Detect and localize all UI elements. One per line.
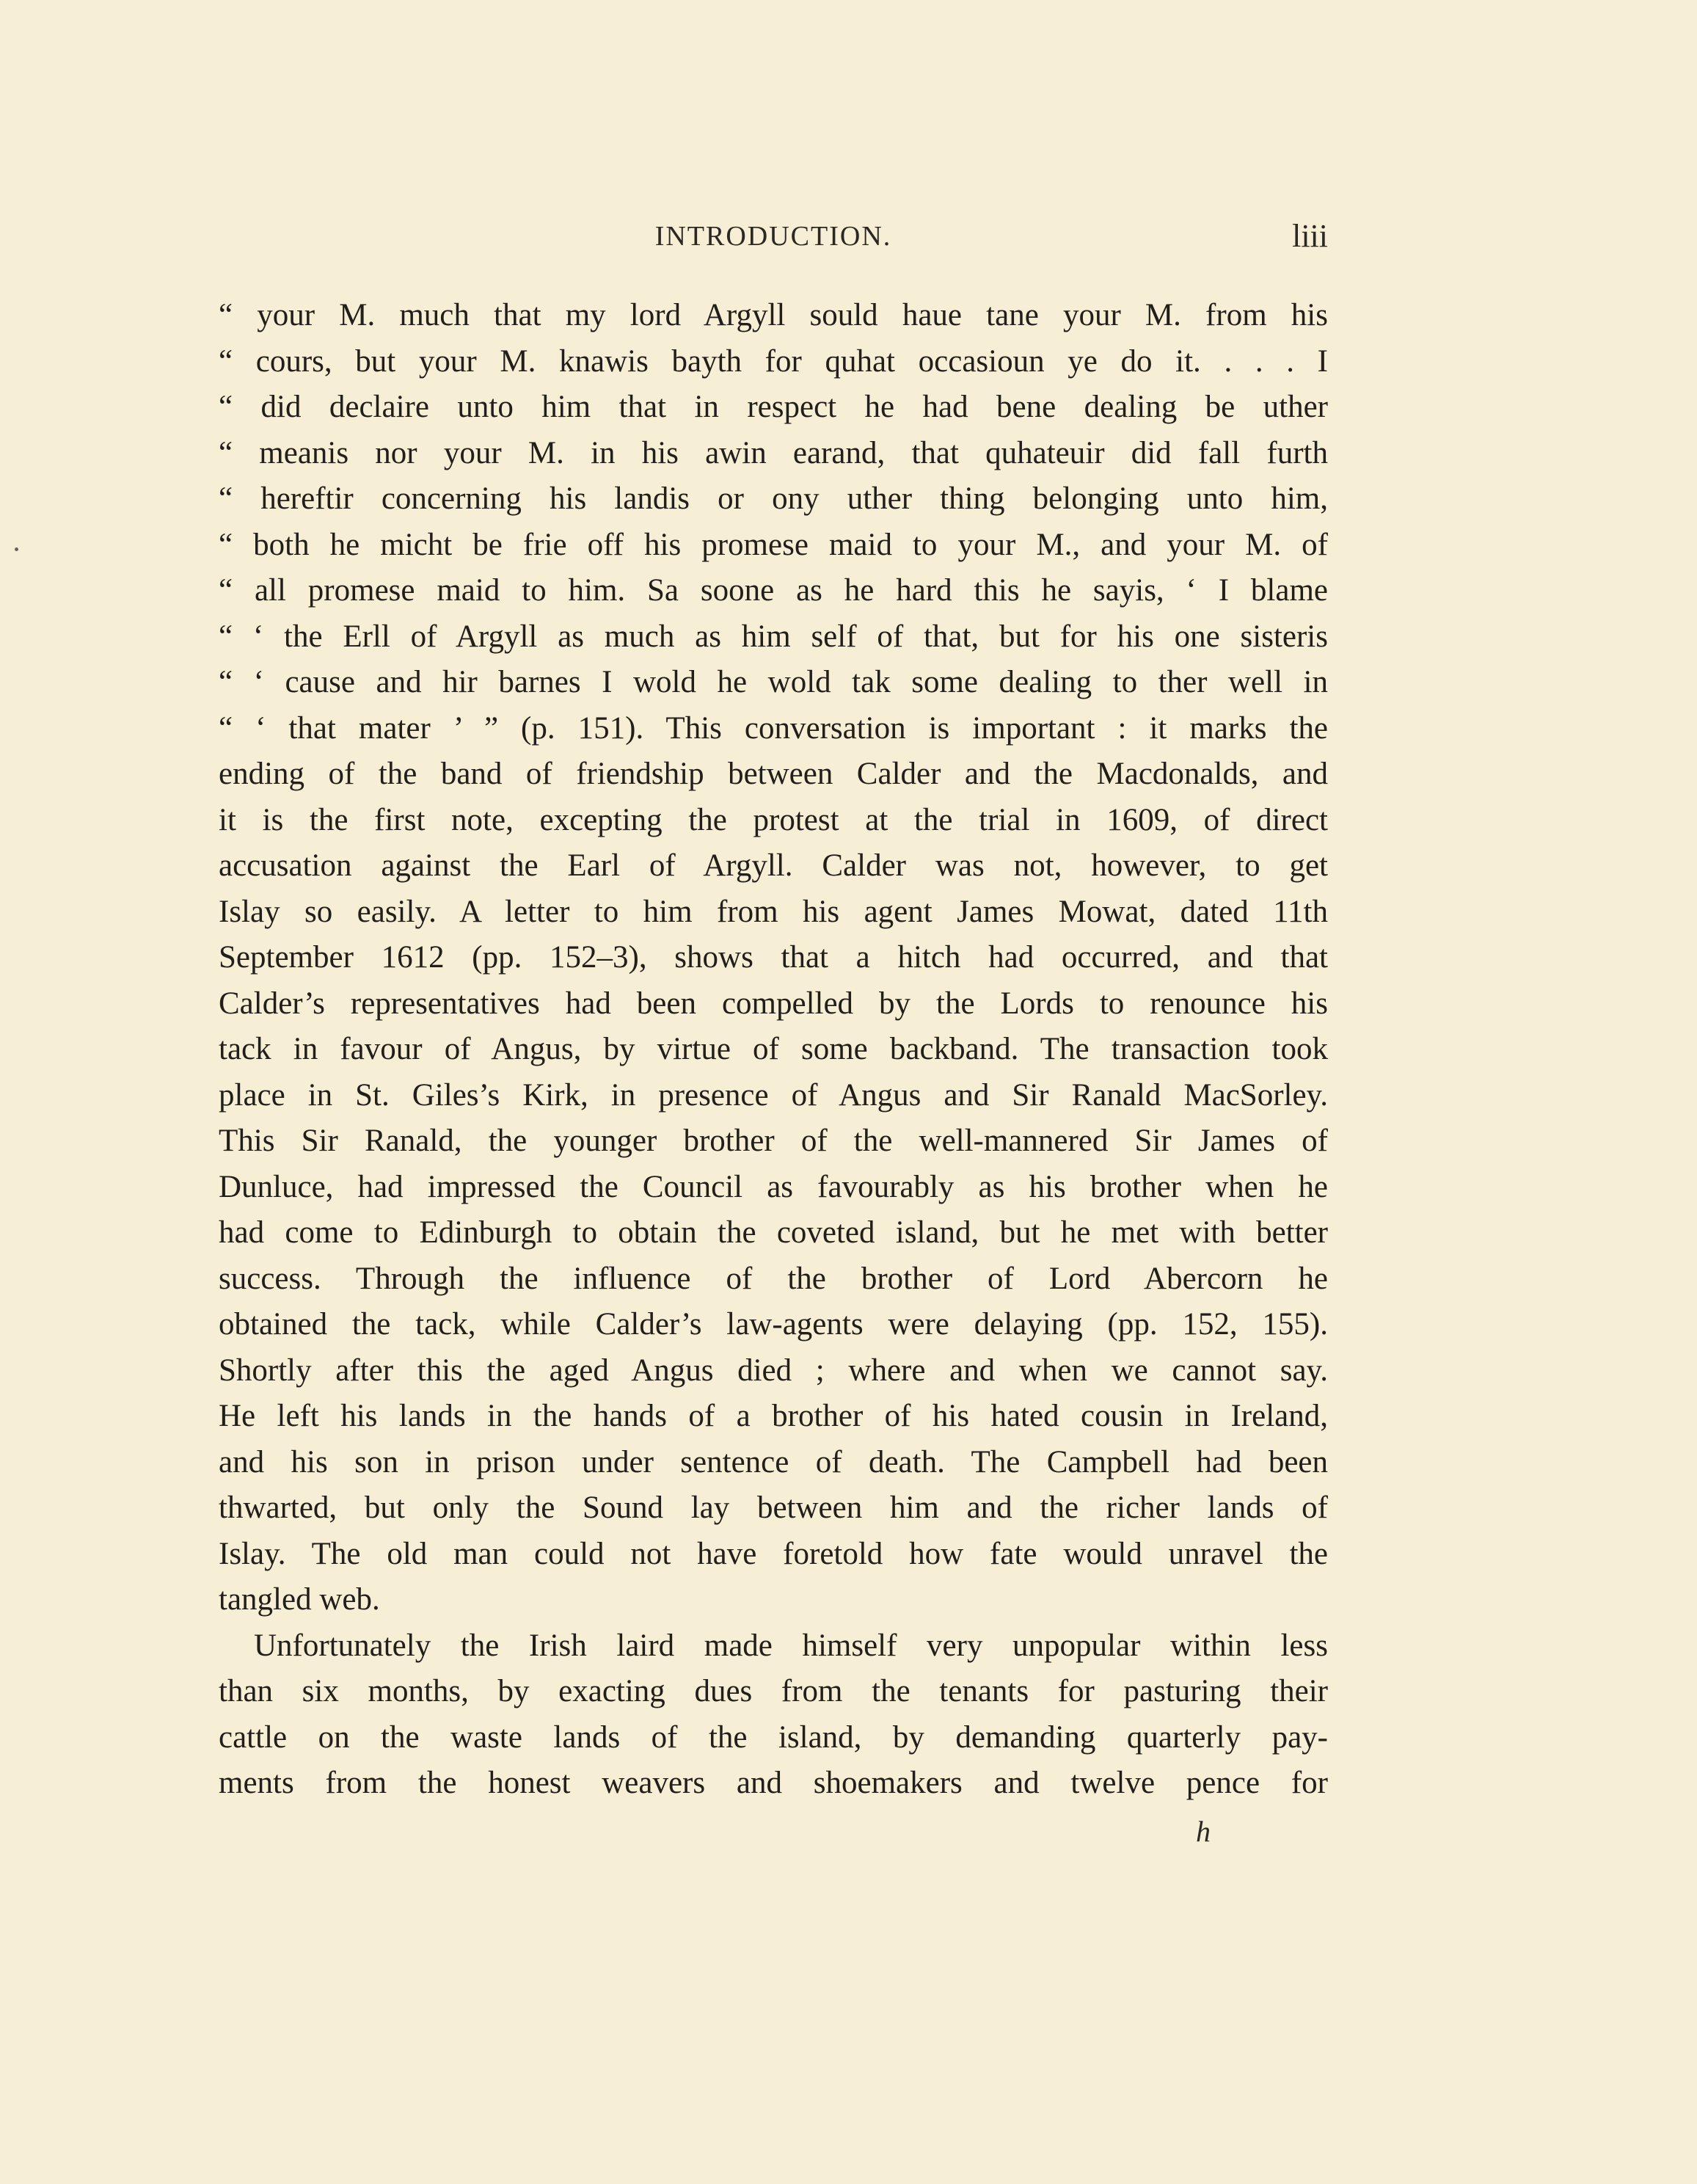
margin-mark bbox=[15, 547, 18, 551]
text-line: thwarted, but only the Sound lay between him and the richer lands of bbox=[219, 1490, 1328, 1525]
text-line: it is the first note, excepting the protest at the trial in 1609, of direct bbox=[219, 802, 1328, 837]
body-text bbox=[219, 293, 1328, 1807]
text-line: He left his lands in the hands of a brother of his hated cousin in Ireland, bbox=[219, 1399, 1328, 1433]
text-line: “ both he micht be frie off his promese maid to your M., and your M. of bbox=[219, 527, 1328, 562]
text-line: “ did declaire unto him that in respect he had bene dealing be uther bbox=[219, 390, 1328, 424]
text-line: ending of the band of friendship between Calder and the Macdonalds, and bbox=[219, 757, 1328, 791]
running-head: INTRODUCTION. bbox=[654, 221, 892, 252]
page-number: liii bbox=[1292, 218, 1328, 254]
text-line: “ hereftir concerning his landis or ony uther thing belonging unto him, bbox=[219, 481, 1328, 516]
text-line: Islay so easily. A letter to him from his agent James Mowat, dated 11th bbox=[219, 894, 1328, 929]
text-line: cattle on the waste lands of the island, by demanding quarterly pay- bbox=[219, 1719, 1328, 1755]
text-line: Calder’s representatives had been compelled by the Lords to renounce his bbox=[219, 986, 1328, 1021]
text-line: “ ‘ the Erll of Argyll as much as him self of that, but for his one sisteris bbox=[219, 619, 1328, 654]
text-line: “ meanis nor your M. in his awin earand, that quhateuir did fall furth bbox=[219, 435, 1328, 470]
text-line: “ ‘ cause and hir barnes I wold he wold tak some dealing to ther well in bbox=[219, 665, 1328, 699]
text-line: This Sir Ranald, the younger brother of the well-mannered Sir James of bbox=[219, 1124, 1328, 1158]
text-line: ments from the honest weavers and shoemakers and twelve pence for bbox=[219, 1766, 1328, 1800]
text-line: September 1612 (pp. 152–3), shows that a hitch had occurred, and that bbox=[219, 940, 1328, 975]
text-line: obtained the tack, while Calder’s law-agents were delaying (pp. 152, 155). bbox=[219, 1307, 1328, 1342]
text-line: Dunluce, had impressed the Council as favourably as his brother when he bbox=[219, 1169, 1328, 1204]
text-line: had come to Edinburgh to obtain the coveted island, but he met with better bbox=[219, 1215, 1328, 1250]
text-line: “ ‘ that mater ’ ” (p. 151). This conversation is important : it marks the bbox=[219, 710, 1328, 746]
text-line: Islay. The old man could not have foretold how fate would unravel the bbox=[219, 1536, 1328, 1571]
text-line: tangled web. bbox=[219, 1582, 380, 1617]
text-line: “ all promese maid to him. Sa soone as he hard this he sayis, ‘ I blame bbox=[219, 573, 1328, 608]
page-header bbox=[219, 220, 1328, 264]
text-line: “ your M. much that my lord Argyll sould haue tane your M. from his bbox=[219, 298, 1328, 332]
text-line: and his son in prison under sentence of death. The Campbell had been bbox=[219, 1444, 1328, 1479]
text-line: accusation against the Earl of Argyll. Calder was not, however, to get bbox=[219, 848, 1328, 883]
text-line: success. Through the influence of the brother of Lord Abercorn he bbox=[219, 1261, 1328, 1296]
text-line: than six months, by exacting dues from the tenants for pasturing their bbox=[219, 1674, 1328, 1708]
text-line: place in St. Giles’s Kirk, in presence of Angus and Sir Ranald MacSorley. bbox=[219, 1077, 1328, 1113]
text-line: tack in favour of Angus, by virtue of some backband. The transaction took bbox=[219, 1032, 1328, 1066]
signature-mark: h bbox=[1196, 1815, 1211, 1848]
text-line: Shortly after this the aged Angus died ; where and when we cannot say. bbox=[219, 1353, 1328, 1388]
text-line: “ cours, but your M. knawis bayth for quhat occasioun ye do it. . . . I bbox=[219, 343, 1328, 379]
text-line: Unfortunately the Irish laird made himself very unpopular within less bbox=[254, 1628, 1328, 1663]
